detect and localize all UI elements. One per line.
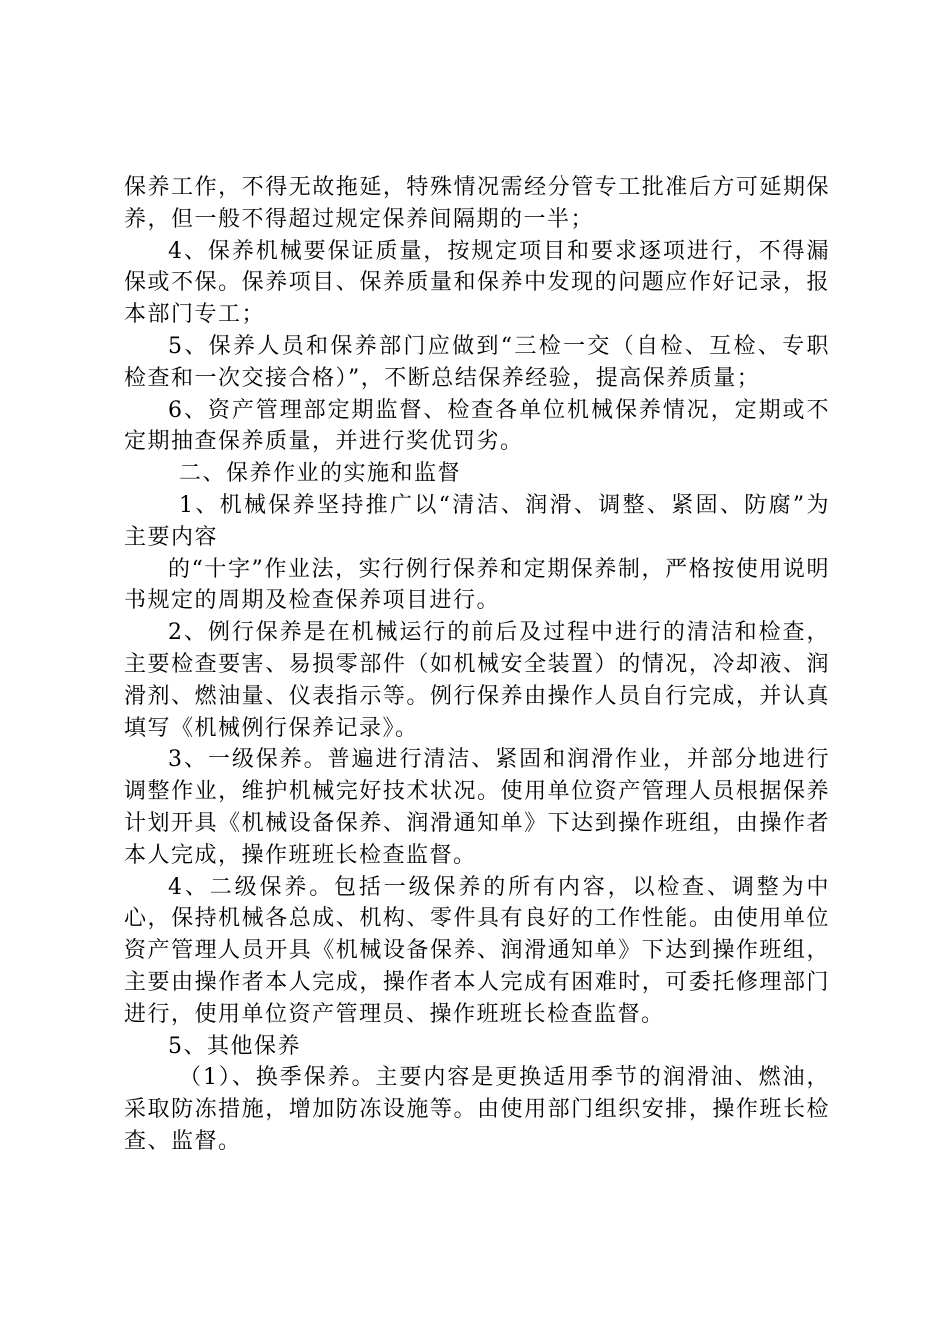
paragraph-item-2-routine: 2、例行保养是在机械运行的前后及过程中进行的清洁和检查，主要检查要害、易损零部件（如机械安全装置）的情况，冷却液、润滑剂、燃油量、仪表指示等。例行保养由操作人员自行完成，并认真填写《机械例行保养记录》。 <box>124 620 830 741</box>
paragraph-item-3-first-level: 3、一级保养。普遍进行清洁、紧固和润滑作业，并部分地进行调整作业，维护机械完好技术状况。使用单位资产管理人员根据保养计划开具《机械设备保养、润滑通知单》下达到操作班组，由操作者本人完成，操作班班长检查监督。 <box>124 747 830 868</box>
paragraph-item-4-second-level: 4、二级保养。包括一级保养的所有内容，以检查、调整为中心，保持机械各总成、机构、零件具有良好的工作性能。由使用单位资产管理人员开具《机械设备保养、润滑通知单》下达到操作班组，主要由操作者本人完成，操作者本人完成有困难时，可委托修理部门进行，使用单位资产管理员、操作班班长检查监督。 <box>124 874 830 1027</box>
paragraph-item-1-ten-character: 1、机械保养坚持推广以“清洁、润滑、调整、紧固、防腐”为主要内容 <box>124 492 830 550</box>
body-text <box>124 172 830 1158</box>
section-heading-implementation: 二、保养作业的实施和监督 <box>179 461 462 487</box>
paragraph-item-1-continued: 的“十字”作业法，实行例行保养和定期保养制，严格按使用说明书规定的周期及检查保养项目进行。 <box>124 556 830 614</box>
paragraph-item-6-supervision: 6、资产管理部定期监督、检查各单位机械保养情况，定期或不定期抽查保养质量，并进行奖优罚劣。 <box>124 397 830 455</box>
paragraph-item-5-other: 5、其他保养 <box>168 1033 301 1059</box>
paragraph-subitem-1-seasonal: （1）、换季保养。主要内容是更换适用季节的润滑油、燃油，采取防冻措施，增加防冻设施等。由使用部门组织安排，操作班长检查、监督。 <box>124 1065 830 1154</box>
paragraph-maintenance-delay: 保养工作，不得无故拖延，特殊情况需经分管专工批准后方可延期保养，但一般不得超过规定保养间隔期的一半； <box>124 175 830 232</box>
paragraph-item-4-quality: 4、保养机械要保证质量，按规定项目和要求逐项进行，不得漏保或不保。保养项目、保养质量和保养中发现的问题应作好记录，报本部门专工； <box>124 238 830 328</box>
paragraph-item-5-inspection: 5、保养人员和保养部门应做到“三检一交（自检、互检、专职检查和一次交接合格）”，不断总结保养经验，提高保养质量； <box>124 333 830 391</box>
